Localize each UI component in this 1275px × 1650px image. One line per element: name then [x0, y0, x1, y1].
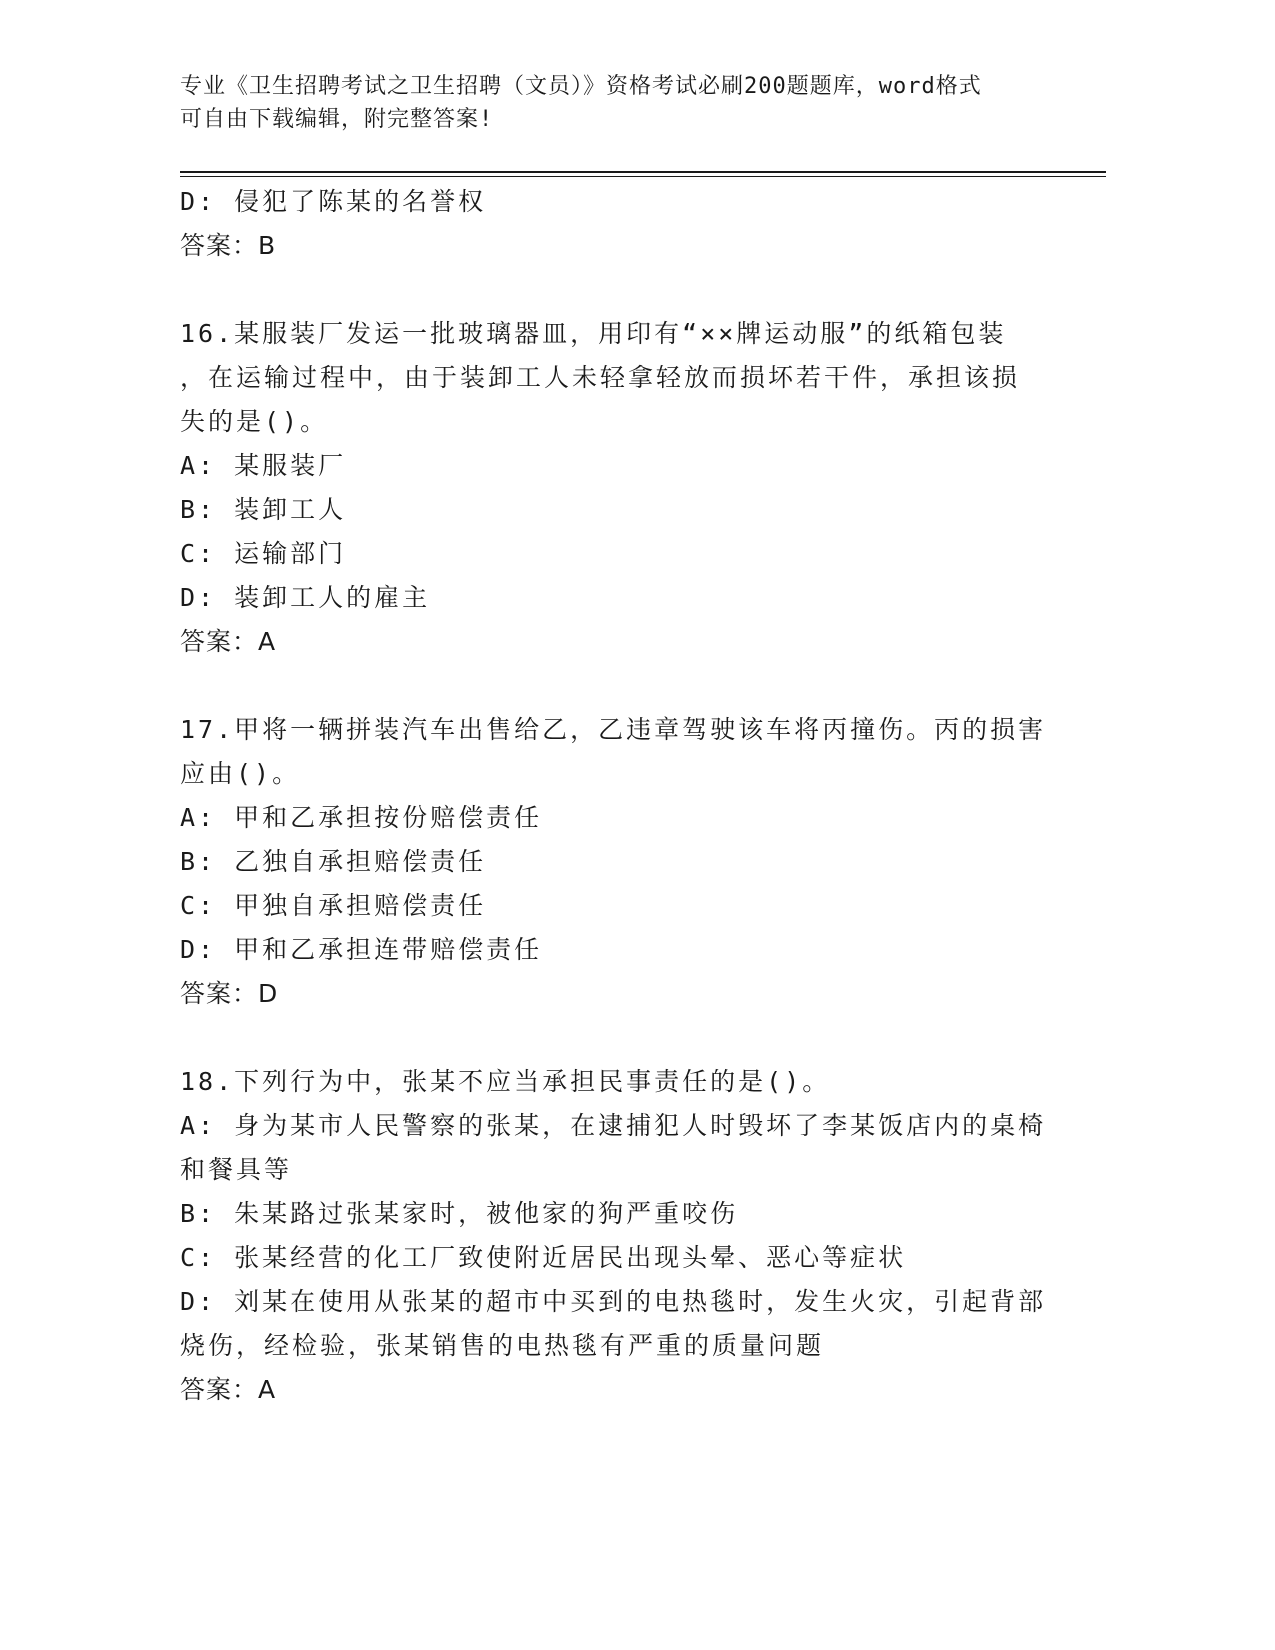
option-d-continued: 烧伤，经检验，张某销售的电热毯有严重的质量问题 — [180, 1331, 825, 1360]
header-rule-thin — [180, 176, 1106, 177]
carryover-answer: 答案：B — [180, 231, 277, 260]
option-a-continued: 和餐具等 — [180, 1155, 293, 1184]
question-stem-line: 失的是()。 — [180, 407, 329, 436]
option-d: D: 甲和乙承担连带赔偿责任 — [180, 935, 543, 964]
option-d: D: 刘某在使用从张某的超市中买到的电热毯时，发生火灾，引起背部 — [180, 1287, 1047, 1316]
question-stem-line: 18.下列行为中，张某不应当承担民事责任的是()。 — [180, 1067, 831, 1096]
question-18 — [180, 1060, 1047, 1412]
document-page — [180, 0, 1110, 1650]
question-gap — [180, 1016, 1040, 1060]
option-b: B: 乙独自承担赔偿责任 — [180, 847, 487, 876]
question-stem-line: 17.甲将一辆拼装汽车出售给乙，乙违章驾驶该车将丙撞伤。丙的损害 — [180, 715, 1047, 744]
option-c: C: 张某经营的化工厂致使附近居民出现头晕、恶心等症状 — [180, 1243, 907, 1272]
header-rule-thick — [180, 171, 1106, 173]
question-gap — [180, 268, 1040, 312]
option-a: A: 某服装厂 — [180, 451, 347, 480]
question-stem-line: 应由()。 — [180, 759, 301, 788]
option-c: C: 运输部门 — [180, 539, 347, 568]
option-b: B: 朱某路过张某家时，被他家的狗严重咬伤 — [180, 1199, 739, 1228]
question-17 — [180, 708, 1047, 1016]
answer-line: 答案：A — [180, 1375, 277, 1404]
header-line-2: 可自由下载编辑，附完整答案! — [180, 107, 494, 132]
option-a: A: 甲和乙承担按份赔偿责任 — [180, 803, 543, 832]
question-16 — [180, 312, 1040, 664]
question-content — [180, 180, 1047, 1412]
question-stem-line: ，在运输过程中，由于装卸工人未轻拿轻放而损坏若干件，承担该损 — [180, 363, 1021, 392]
question-gap — [180, 664, 1040, 708]
carryover-option-d: D: 侵犯了陈某的名誉权 — [180, 187, 487, 216]
option-a: A: 身为某市人民警察的张某，在逮捕犯人时毁坏了李某饭店内的桌椅 — [180, 1111, 1047, 1140]
answer-line: 答案：A — [180, 627, 277, 656]
question-stem-line: 16.某服装厂发运一批玻璃器皿，用印有“××牌运动服”的纸箱包装 — [180, 319, 1007, 348]
option-c: C: 甲独自承担赔偿责任 — [180, 891, 487, 920]
option-b: B: 装卸工人 — [180, 495, 347, 524]
answer-line: 答案：D — [180, 979, 279, 1008]
page-header — [180, 70, 1040, 136]
option-d: D: 装卸工人的雇主 — [180, 583, 431, 612]
header-line-1: 专业《卫生招聘考试之卫生招聘（文员）》资格考试必刷200题题库，word格式 — [180, 74, 982, 99]
